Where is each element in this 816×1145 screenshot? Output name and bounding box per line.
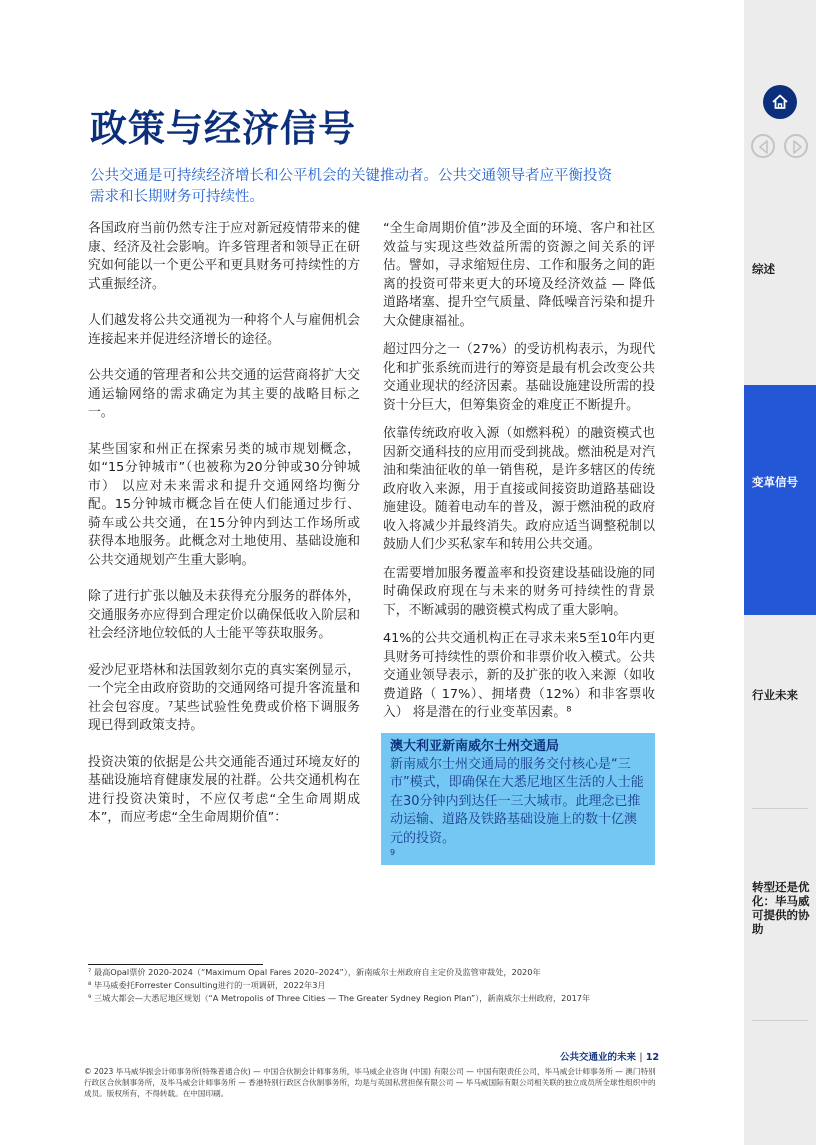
sidebar-item-label: 综述 <box>752 262 775 276</box>
paragraph: 爱沙尼亚塔林和法国敦刻尔克的真实案例显示，一个完全由政府资助的交通网络可提升客流量和社会包容度。⁷某些试验性免费或价格下调服务现已得到政策支持。 <box>88 662 360 733</box>
sidebar <box>744 0 816 1145</box>
paragraph: 人们越发将公共交通视为一种将个人与雇佣机会连接起来并促进经济增长的途径。 <box>88 313 360 347</box>
page-number: 12 <box>645 1052 660 1063</box>
case-study-callout <box>381 733 655 866</box>
left-column <box>88 220 360 846</box>
next-page-button[interactable] <box>784 134 808 158</box>
page-footer <box>560 1049 659 1063</box>
page-title: 政策与经济信号 <box>90 107 356 150</box>
callout-title: 澳大利亚新南威尔士州交通局 <box>390 738 560 754</box>
home-button[interactable] <box>763 85 797 119</box>
footnotes <box>88 966 688 1005</box>
paragraph: 超过四分之一（27%）的受访机构表示，为现代化和扩张系统而进行的筹资是最有机会改变公共交通业现状的经济因素。基础设施建设所需的投资十分巨大，但筹集资金的难度正不断提升。 <box>383 342 655 413</box>
sidebar-divider <box>752 1020 808 1021</box>
sidebar-item-overview[interactable] <box>744 262 816 276</box>
sidebar-divider <box>752 808 808 809</box>
paragraph: 依靠传统政府收入源（如燃料税）的融资模式也因新交通科技的应用而受到挑战。燃油税是对汽油和柴油征收的单一销售税，是许多辖区的传统政府收入来源，用于直接或间接资助道路基础设施建设。随着电动车的普及，源于燃油税的政府收入将减少并最终消失。政府应适当调整税制以鼓励人们少买私家车和转用公共交通。 <box>383 426 655 552</box>
footer-separator: | <box>639 1052 643 1063</box>
lead-paragraph: 公共交通是可持续经济增长和公平机会的关键推动者。公共交通领导者应平衡投资需求和长期财务可持续性。 <box>90 168 612 205</box>
callout-footnote-ref: 9 <box>390 848 396 857</box>
paragraph: 在需要增加服务覆盖率和投资建设基础设施的同时确保政府现在与未来的财务可持续性的背景下，不断减弱的融资模式构成了重大影响。 <box>383 565 655 618</box>
paragraph: 某些国家和州正在探索另类的城市规划概念，如“15分钟城市”（也被称为20分钟或30分钟城市） 以应对未来需求和提升交通网络均衡分配。15分钟城市概念旨在使人们能通过步行、骑车或公共交通，在15分钟内到达工作场所或获得本地服务。此概念对土地使用、基础设施和公共交通规划产生重大影响。 <box>88 441 360 568</box>
previous-page-button[interactable] <box>751 134 775 158</box>
sidebar-item-industry-future[interactable] <box>744 688 816 702</box>
sidebar-item-label: 转型还是优化：毕马威可提供的协助 <box>752 880 810 936</box>
sidebar-item-how-kpmg-can-help[interactable] <box>744 880 812 936</box>
report-name: 公共交通业的未来 <box>560 1052 637 1063</box>
sidebar-item-label: 行业未来 <box>752 688 798 702</box>
paragraph: 各国政府当前仍然专注于应对新冠疫情带来的健康、经济及社会影响。许多管理者和领导正在研究如何能以一个更公平和更具财务可持续性的方式重振经济。 <box>88 221 360 292</box>
copyright-notice: © 2023 毕马威华振会计师事务所(特殊普通合伙) — 中国合伙制会计师事务所，毕马威企业咨询 (中国) 有限公司 — 中国有限责任公司，毕马威会计师事务所 — 澳门特别行政区合伙制事务所，及毕马威会计师事务所 — 香港特别行政区合伙制事务所，均是与英国私营担保有限公司 — 毕马威国际有限公司相关联的独立成员所全球性组织中的成员。版权所有，不得转载。在中国印刷。 <box>84 1067 656 1098</box>
paragraph: 公共交通的管理者和公共交通的运营商将扩大交通运输网络的需求确定为其主要的战略目标之一。 <box>88 368 360 420</box>
previous-page-icon <box>758 140 770 154</box>
home-icon <box>770 92 790 112</box>
paragraph: “全生命周期价值”涉及全面的环境、客户和社区效益与实现这些效益所需的资源之间关系的评估。譬如，寻求缩短住房、工作和服务之间的距离的投资可带来更大的环境及经济效益 — 降低道路堵塞、提升空气质量、降低噪音污染和提升大众健康福祉。 <box>383 221 655 329</box>
paragraph: 41%的公共交通机构正在寻求未来5至10年内更具财务可持续性的票价和非票价收入模式。公共交通业领导表示，新的及扩张的收入来源（如收费道路（ 17%）、拥堵费（12%）和非客票收入） 将是潜在的行业变革因素。⁸ <box>383 631 655 720</box>
right-column <box>383 220 655 865</box>
paragraph: 投资决策的依据是公共交通能否通过环境友好的基础设施培育健康发展的社群。公共交通机构在进行投资决策时，不应仅考虑“全生命周期成本”，而应考虑“全生命周期价值”： <box>88 754 360 825</box>
footnote: ⁹ 三城大都会—大悉尼地区规划（“A Metropolis of Three Cities — The Greater Sydney Region Plan”），新南威尔士州政府，2017年 <box>88 993 591 1003</box>
next-page-icon <box>791 140 803 154</box>
callout-body: 新南威尔士州交通局的服务交付核心是“三市”模式，即确保在大悉尼地区生活的人士能在30分钟内到达任一三大城市。此理念已推动运输、道路及铁路基础设施上的数十亿澳元的投资。 <box>390 756 644 846</box>
sidebar-item-label: 变革信号 <box>752 475 798 489</box>
footnote-divider <box>88 964 263 965</box>
sidebar-item-signals-of-change[interactable] <box>744 385 816 615</box>
footnote: ⁸ 毕马威委托Forrester Consulting进行的一项调研，2022年3月 <box>88 980 326 990</box>
paragraph: 除了进行扩张以触及未获得充分服务的群体外，交通服务亦应得到合理定价以确保低收入阶层和社会经济地位较低的人士能平等获取服务。 <box>88 589 360 641</box>
footnote: ⁷ 最高Opal票价 2020-2024（“Maximum Opal Fares 2020–2024”），新南威尔士州政府自主定价及监管审裁处，2020年 <box>88 967 541 977</box>
